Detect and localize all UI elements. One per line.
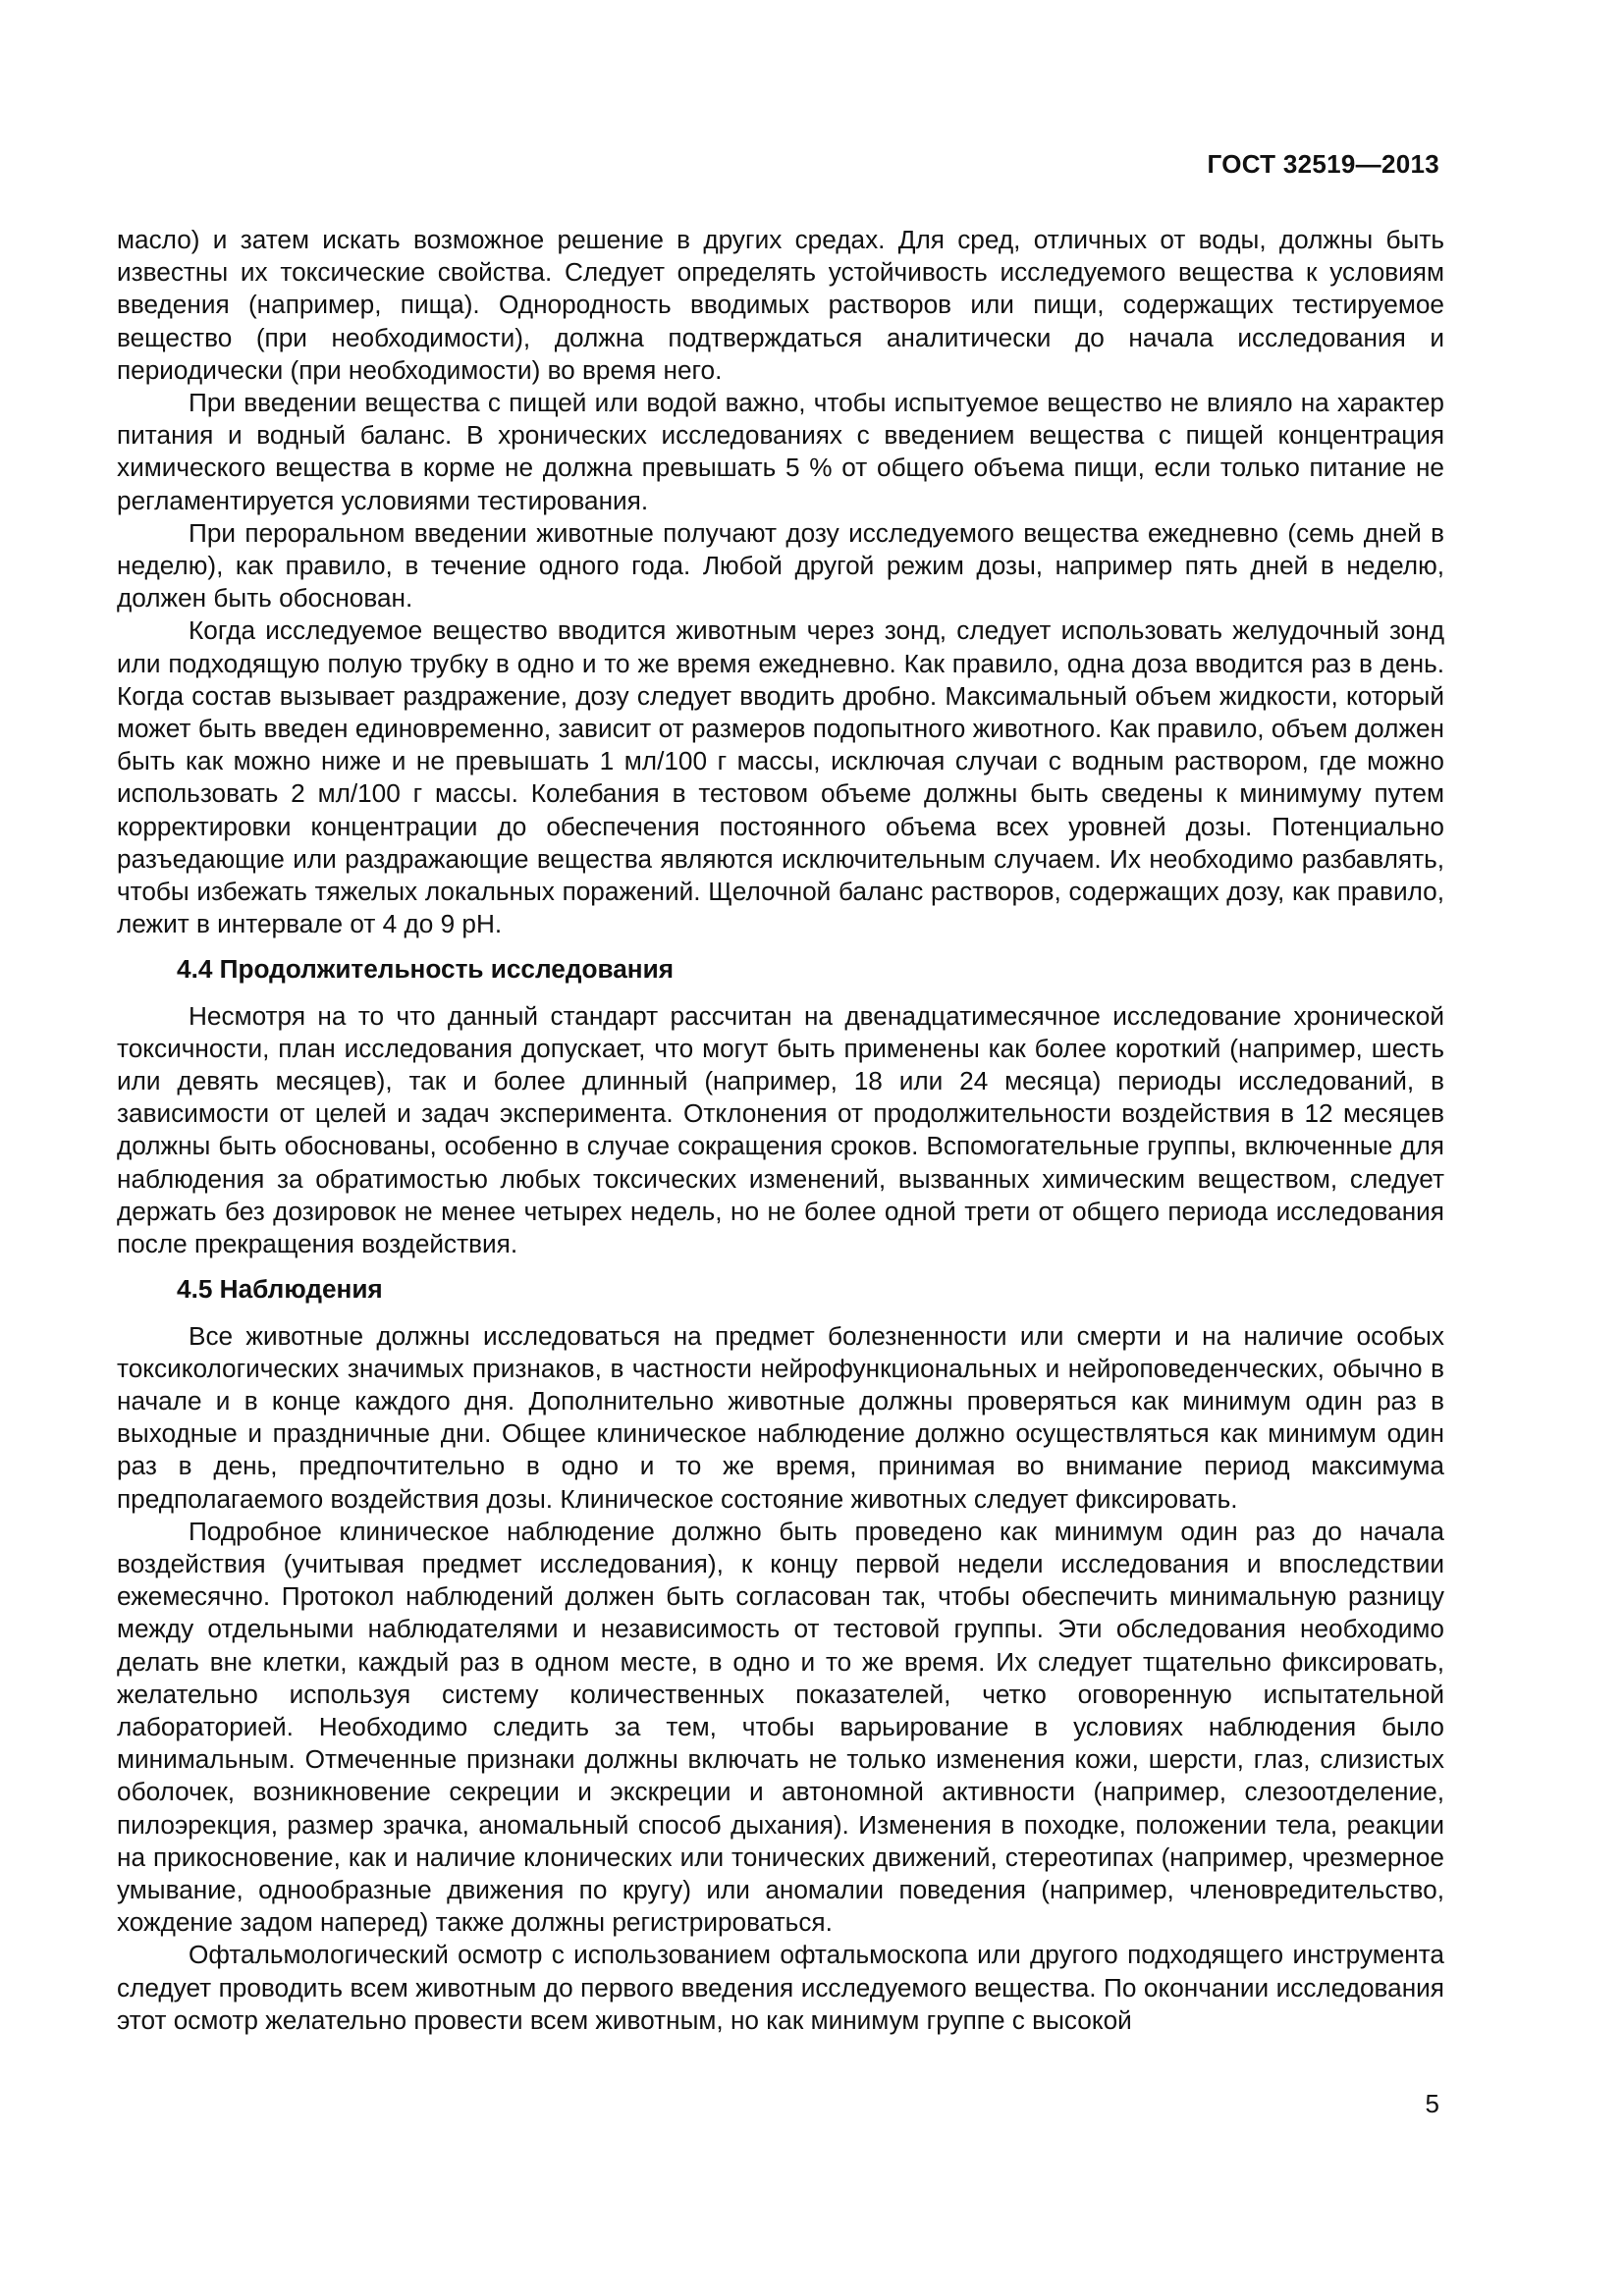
document-header: ГОСТ 32519—2013 xyxy=(1207,149,1439,179)
paragraph: Офтальмологический осмотр с использованием офтальмоскопа или другого подходящего инструмента следует проводить всем животным до первого введения исследуемого вещества. По окончании исследования этот осмотр желательно провести всем животным, но как минимум группе с высокой xyxy=(117,1940,1444,2035)
paragraph: масло) и затем искать возможное решение в других средах. Для сред, отличных от воды, должны быть известны их токсические свойства. Следует определять устойчивость исследуемого вещества к условиям введения (например, пища). Однородность вводимых растворов или пищи, содержащих тестируемое вещество (при необходимости), должна подтверждаться аналитически до начала исследования и периодически (при необходимости) во время него. xyxy=(117,225,1444,385)
section-heading-4-4: 4.4 Продолжительность исследования xyxy=(177,954,674,985)
paragraph: Несмотря на то что данный стандарт рассчитан на двенадцатимесячное исследование хронической токсичности, план исследования допускает, что могут быть применены как более короткий (например, шесть или девять месяцев), так и более длинный (например, 18 или 24 месяца) периоды исследований, в зависимости от целей и задач эксперимента. Отклонения от продолжительности воздействия в 12 месяцев должны быть обоснованы, особенно в случае сокращения сроков. Вспомогательные группы, включенные для наблюдения за обратимостью любых токсических изменений, вызванных химическим веществом, следует держать без дозировок не менее четырех недель, но не более одной трети от общего периода исследования после прекращения воздействия. xyxy=(117,1000,1444,1259)
paragraph: При пероральном введении животные получают дозу исследуемого вещества ежедневно (семь дней в неделю), как правило, в течение одного года. Любой другой режим дозы, например пять дней в неделю, должен быть обоснован. xyxy=(117,517,1444,614)
section-heading-4-5: 4.5 Наблюдения xyxy=(177,1274,383,1305)
paragraph: Все животные должны исследоваться на предмет болезненности или смерти и на наличие особых токсикологических значимых признаков, в частности нейрофункциональных и нейроповеденческих, обычно в начале и в конце каждого дня. Дополнительно животные должны проверяться как минимум один раз в выходные и праздничные дни. Общее клиническое наблюдение должно осуществляться как минимум один раз в день, предпочтительно в одно и то же время, принимая во внимание период максимума предполагаемого воздействия дозы. Клиническое состояние животных следует фиксировать. xyxy=(117,1320,1444,1514)
paragraph: Подробное клиническое наблюдение должно быть проведено как минимум один раз до начала воздействия (учитывая предмет исследования), к концу первой недели исследования и впоследствии ежемесячно. Протокол наблюдений должен быть согласован так, чтобы обеспечить минимальную разницу между отдельными наблюдателями и независимость от тестовой группы. Эти обследования необходимо делать вне клетки, каждый раз в одном месте, в одно и то же время. Их следует тщательно фиксировать, желательно используя систему количественных показателей, четко оговоренную испытательной лабораторией. Необходимо следить за тем, чтобы варьирование в условиях наблюдения было минимальным. Отмеченные признаки должны включать не только изменения кожи, шерсти, глаз, слизистых оболочек, возникновение секреции и экскреции и автономной активности (например, слезоотделение, пилоэрекция, размер зрачка, аномальный способ дыхания). Изменения в походке, положении тела, реакции на прикосновение, как и наличие клонических или тонических движений, стереотипах (например, чрезмерное умывание, однообразные движения по кругу) или аномалии поведения (например, членовредительство, хождение задом наперед) также должны регистрироваться. xyxy=(117,1516,1444,1938)
paragraph: При введении вещества с пищей или водой важно, чтобы испытуемое вещество не влияло на характер питания и водный баланс. В хронических исследованиях с введением вещества с пищей концентрация химического вещества в корме не должна превышать 5 % от общего объема пищи, если только питание не регламентируется условиями тестирования. xyxy=(117,388,1444,515)
page-number: 5 xyxy=(1425,2089,1439,2118)
paragraph: Когда исследуемое вещество вводится животным через зонд, следует использовать желудочный зонд или подходящую полую трубку в одно и то же время ежедневно. Как правило, одна доза вводится раз в день. Когда состав вызывает раздражение, дозу следует вводить дробно. Максимальный объем жидкости, который может быть введен единовременно, зависит от размеров подопытного животного. Как правило, объем должен быть как можно ниже и не превышать 1 мл/100 г массы, исключая случаи с водным раствором, где можно использовать 2 мл/100 г массы. Колебания в тестовом объеме должны быть сведены к минимуму путем корректировки концентрации до обеспечения постоянного объема всех уровней дозы. Потенциально разъедающие или раздражающие вещества являются исключительным случаем. Их необходимо разбавлять, чтобы избежать тяжелых локальных поражений. Щелочной баланс растворов, содержащих дозу, как правило, лежит в интервале от 4 до 9 pH. xyxy=(117,615,1444,939)
document-body xyxy=(117,224,1444,2037)
